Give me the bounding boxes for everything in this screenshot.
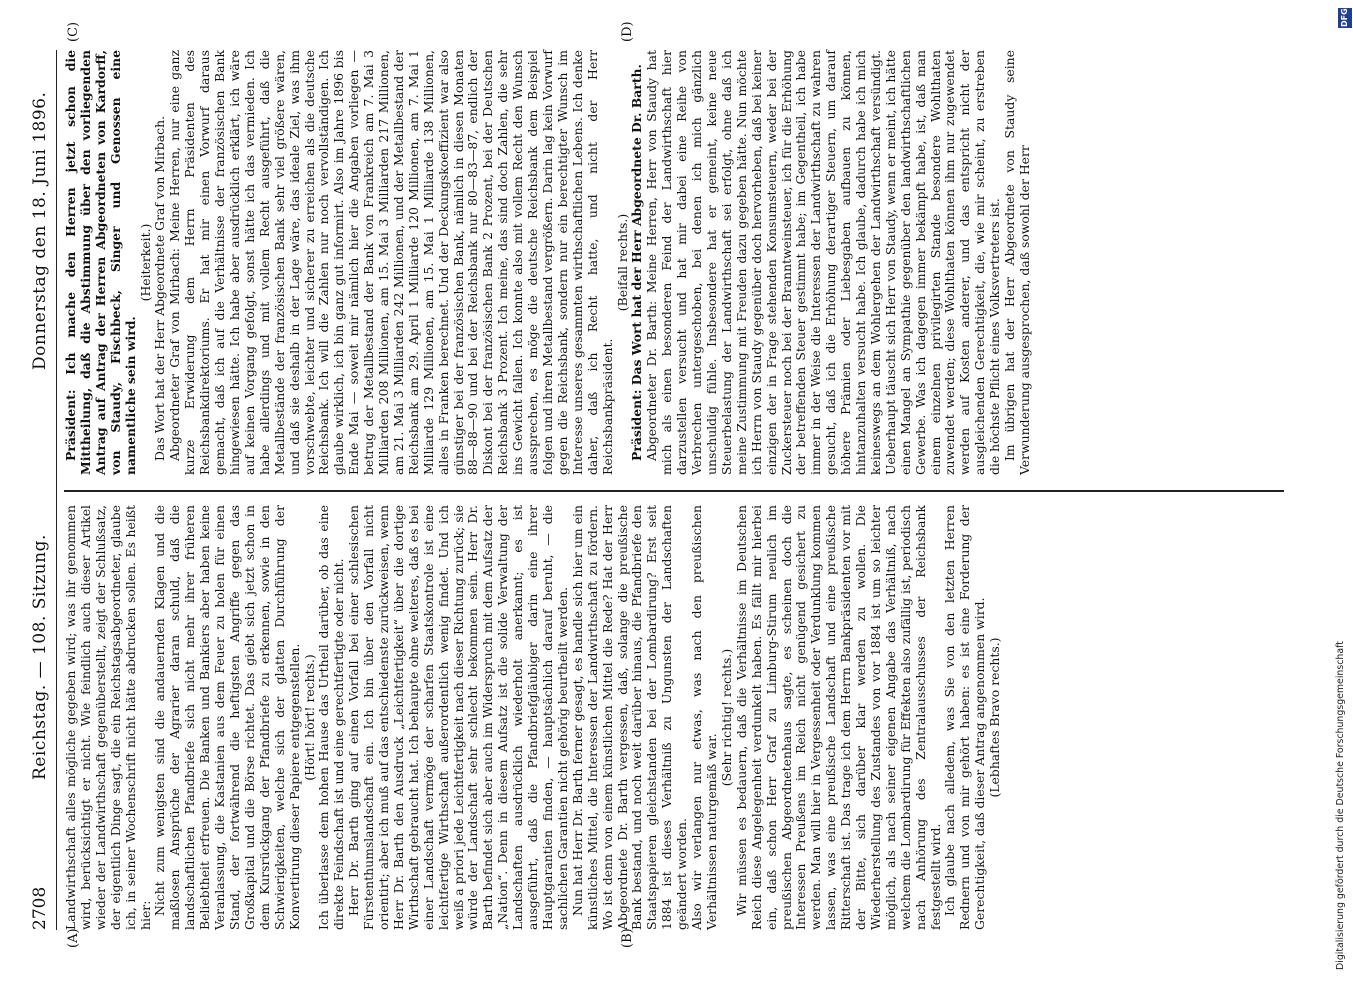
paragraph: Das Wort hat der Herr Abgeordnete Graf von Mirbach. [152, 115, 168, 461]
session-title: Reichstag. — 108. Sitzung. [30, 534, 50, 780]
margin-marker-d: (D) [620, 21, 635, 42]
paragraph: Also wir verlangen nur etwas, was nach den preußischen Verhältnissen naturgemäß war. [689, 505, 719, 930]
column-divider [64, 490, 1284, 492]
margin-marker-b: (B) [620, 928, 635, 948]
page-header [30, 50, 56, 930]
quote-paragraph: Nicht zum wenigsten sind die andauernden Klagen und die maßlosen Ansprüche der Agrarier daran schuld, daß die landschaftlichen Pfandbriefe sich nicht mehr ihrer früheren Beliebtheit erfreuen. Die Banken und Bankiers aber haben keine Veranlassung, die Kastanien aus dem Feuer zu holen für einen Stand, der fortwährend die heftigsten Angriffe gegen das Großkapital und die Börse richtet. Das giebt sich jetzt schon in dem Kursrückgang der Pfandbriefe zu erkennen, sowie in den Schwierigkeiten, welche sich der glatten Durchführung der Konvertirung dieser Papiere entgegenstellen. [152, 505, 302, 930]
digitization-credit: Digitalisierung gefördert durch die Deutsche Forschungsgemeinschaft [1335, 641, 1346, 970]
page-number: 2708 [30, 886, 50, 930]
paragraph: Nun hat Herr Dr. Barth ferner gesagt, es handle sich hier um ein künstliches Mittel, die Interessen der Landwirthschaft zu fördern. Wo ist denn von einem künstlichen Mittel die Rede? Hat der Herr Abgeordnete Dr. Barth vergessen, daß, solange die preußische Bank bestand, und noch weit darüber hinaus, die Pfandbriefe den Staatspapieren gleichstanden bei der Lombardirung? Erst seit 1884 ist dieses Verhältniß zu Ungunsten der Landschaften geändert worden. [569, 505, 690, 930]
paragraph: Wir müssen es bedauern, daß die Verhältnisse im Deutschen Reich diese Angelegenheit verdunkelt haben. Es fällt mir hierbei ein, daß schon Herr Graf zu Limburg-Stirum neulich im preußischen Abgeordnetenhaus sagte, es scheinen doch die Interessen Preußens im Reich nicht genügend gesichert zu werden. Man will hier in Vergessenheit oder Verdunklung kommen lassen, was eine preußische Landschaft und eine preußische Ritterschaft ist. Das trage ich dem Herrn Bankpräsidenten vor mit der Bitte, sich darüber klar werden zu wollen. Die Wiederherstellung des Zustandes von vor 1884 ist um so leichter möglich, als nach seiner eigenen Angabe das Verhältniß, nach welchem die Lombardirung für Effekten also zufällig ist, periodisch nach Anhörung des Zentralausschusses der Reichsbank festgestellt wird. [733, 505, 943, 930]
paragraph: Präsident: Das Wort hat der Herr Abgeordnete Dr. Barth. [629, 64, 645, 461]
paragraph: Herr Dr. Barth ging auf einen Vorfall bei einer schlesischen Fürstenthumslandschaft ein. Ich bin über den Vorfall nicht orientirt; aber ich muß auf das entschiedenste zurückweisen, wenn Herr Dr. Barth den Ausdruck „Leichtfertigkeit“ über die dortige Wirthschaft gebraucht hat. Ich behaupte ohne weiteres, daß es bei einer Landschaft vermöge der scharfen Staatskontrole ist eine leichtfertige Wirthschaft außerordentlich wenig findet. Und ich weiß a priori jede Leichtfertigkeit nach dieser Richtung zurück; sie würde der Landschaft sehr schlecht bekommen sein. Herr Dr. Barth befindet sich aber auch im Widerspruch mit dem Aufsatz der „Nation“. Denn in diesem Aufsatz ist die solide Verwaltung der Landschaften ausdrücklich wiederholt anerkannt; es ist ausgeführt, daß die Pfandbriefgläubiger darin eine ihrer Hauptgarantien finden, — hauptsächlich darauf beruht, — die sachlichen Garantien nicht gehörig beurtheilt werden. [346, 505, 570, 930]
paragraph: Präsident: Ich mache den Herren jetzt schon die Mittheilung, daß die Abstimmung über den vorliegenden Antrag auf Antrag der Herren Abgeordneten von Kardorff, von Staudy, Fischbeck, Singer und Genossen eine namentliche sein wird. [63, 50, 138, 475]
right-column [64, 50, 1033, 475]
interjection: (Sehr richtig! rechts.) [718, 648, 734, 787]
paragraph: Ich überlasse dem hohen Hause das Urtheil darüber, ob das eine direkte Feindschaft ist und eine gerechtfertigte oder nicht. [316, 505, 347, 930]
margin-marker-a: (A) [66, 928, 81, 948]
margin-marker-c: (C) [66, 21, 81, 42]
paragraph: Landwirthschaft alles mögliche gegeben wird; was ihr genommen wird, berücksichtigt er nicht. Wie feindlich auch dieser Artikel wieder der Landwirthschaft gegenüberstellt, zeigt der Schlußsatz, der eigentlich Dinge sagt, die ein Reichstagsabgeordneter, glaube ich, in seiner Wochenschrift nicht hätte abdrucken sollen. Es heißt hier: [63, 505, 153, 930]
paragraph: Abgeordneter Dr. Barth: Meine Herren, Herr von Staudy hat mich als einen besonderen Feind der Landwirthschaft hier darzustellen versucht und hat mir dabei eine Reihe von Verbrechen untergeschoben, bei denen ich mich gänzlich unschuldig fühle. Insbesondere hat er gemeint, keine neue Steuerbelastung der Landwirthschaft sei erfolgt, ohne daß ich meine Zustimmung mit Freuden dazu gegeben hätte. Nun möchte ich Herrn von Staudy gegenüber doch hervorheben, daß bei keiner einzigen der in Frage stehenden Konsumsteuern, weder bei der Zuckersteuer noch bei der Branntweinsteuer, ich für die Erhöhung der betreffenden Steuer gestimmt habe; im Gegentheil, ich habe immer in der Weise die Interessen der Landwirthschaft zu wahren gesucht, daß ich die Erhöhung derartiger Steuern, um darauf höhere Prämien oder Liebesgaben aufbauen zu können, hintanzuhalten versucht habe. Ich glaube, dadurch habe ich mich keineswegs an dem Wohlergehen der Landwirthschaft versündigt. Ueberhaupt täuscht sich Herr von Staudy, wenn er meint, ich hätte einen Mangel an Sympathie gegenüber den landwirthschaftlichen Gewerbe. Was ich dagegen immer bekämpft habe, ist, daß man einem einzelnen privilegirten Stande besondere Wohlthaten zuwendet werden; diese Wohlthaten können ihm nur zugewendet werden auf Kosten anderer, und das entspricht nicht der ausgleichenden Gerechtigkeit, die, wie mir scheint, zu erstreben die höchste Pflicht eines Volksvertreters ist. [644, 50, 1003, 475]
header-rule [56, 50, 57, 930]
paragraph: Ich glaube nach alledem, was Sie von den letzten Herren Rednern und von mir gehört haben: es ist eine Forderung der Gerechtigkeit, daß dieser Antrag angenommen wird. [942, 505, 988, 930]
dfg-logo: DFG [1338, 8, 1352, 28]
session-date: Donnerstag den 18. Juni 1896. [30, 91, 50, 370]
interjection: (Heiterkeit.) [137, 223, 153, 302]
paragraph: Im übrigen hat der Herr Abgeordnete von Staudy seine Verwunderung ausgesprochen, daß sowohl der Herr [1002, 50, 1032, 475]
interjection: (Beifall rechts.) [614, 213, 630, 312]
interjection: (Lebhaftes Bravo rechts.) [987, 637, 1003, 798]
interjection: (Hört! hört! rechts.) [301, 654, 317, 781]
left-column [64, 505, 1003, 930]
paragraph: Abgeordneter Graf von Mirbach: Meine Herren, nur eine ganz kurze Erwiderung dem Herrn Präsidenten des Reichsbankdirektoriums. Er hat mir einen Vorwurf daraus gemacht, daß ich auf die Verhältnisse der französischen Bank hingewiesen hätte. Ich habe aber ausdrücklich erklärt, ich wäre auf keinen Vorgang gefolgt, sonst hätte ich das vermieden. Ich habe allerdings und mit vollem Recht ausgeführt, daß die Metallbestände der französischen Bank sehr viel größere wären, und daß sie deshalb in der Lage wäre, das ideale Ziel, was ihm vorschwebte, leichter und sicherer zu erreichen als die deutsche Reichsbank. Ich will die Zahlen nur noch vervollständigen. Ich glaube wirklich, ich bin ganz gut informirt. Also im Jahre 1896 bis Ende Mai — soweit mir nämlich hier die Angaben vorliegen — betrug der Metallbestand der Bank von Frankreich am 7. Mai 3 Milliarden 208 Millionen, am 15. Mai 3 Milliarden 217 Millionen, am 21. Mai 3 Milliarden 242 Millionen, und der Metallbestand der Reichsbank am 29. April 1 Milliarde 120 Millionen, am 7. Mai 1 Milliarde 129 Millionen, am 15. Mai 1 Milliarde 138 Millionen, alles in Franken berechnet. Und der Deckungskoeffizient war also günstiger bei der französischen Bank, nämlich in diesen Monaten 88—88—90 und bei der Reichsbank nur 80—83—87, endlich der Diskont bei der französischen Bank 2 Prozent, bei der Deutschen Reichsbank 3 Prozent. Ich meine, das sind doch Zahlen, die sehr ins Gewicht fallen. Ich konnte also mit vollem Recht den Wunsch aussprechen, es möge die deutsche Reichsbank dem Beispiel folgen und ihren Metallbestand vergrößern. Darin lag kein Vorwurf gegen die Reichsbank, sondern nur ein berechtigter Wunsch im Interesse unseres gesammten wirthschaftlichen Lebens. Ich denke daher, daß ich Recht hatte, und nicht der Herr Reichsbankpräsident. [167, 50, 615, 475]
